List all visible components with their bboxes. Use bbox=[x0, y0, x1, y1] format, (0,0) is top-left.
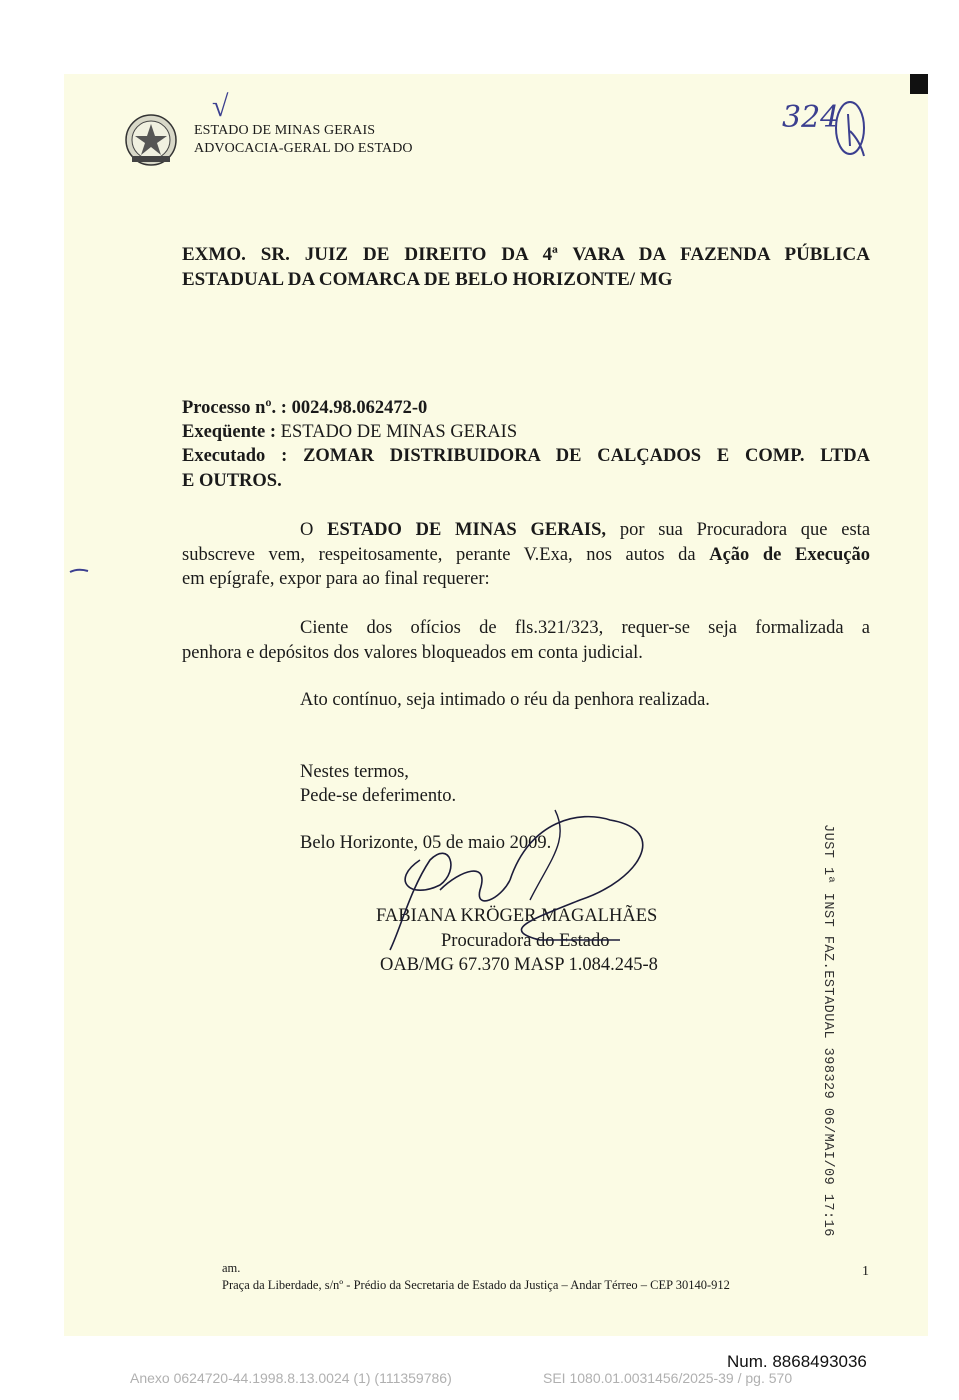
handwritten-check: √ bbox=[212, 90, 229, 123]
p1-state-name: ESTADO DE MINAS GERAIS, bbox=[327, 520, 607, 540]
anexo-reference: Anexo 0624720-44.1998.8.13.0024 (1) (111359786) bbox=[130, 1370, 452, 1386]
executado-value: ZOMAR DISTRIBUIDORA DE CALÇADOS E COMP. LTDA bbox=[303, 446, 870, 466]
place-date: Belo Horizonte, 05 de maio 2009. bbox=[300, 833, 552, 853]
footer-initials: am. bbox=[222, 1261, 241, 1275]
document-number: Num. 8868493036 bbox=[727, 1352, 867, 1371]
p1-line2-text: subscreve vem, respeitosamente, perante V.Exa, nos autos da bbox=[182, 545, 696, 565]
exequente-value: ESTADO DE MINAS GERAIS bbox=[280, 422, 518, 442]
processo-line bbox=[182, 398, 427, 419]
executado-line bbox=[182, 446, 870, 467]
addressee-line2: ESTADUAL DA COMARCA DE BELO HORIZONTE/ MG bbox=[182, 269, 673, 290]
addressee-line1: EXMO. SR. JUIZ DE DIREITO DA 4ª VARA DA FAZENDA PÚBLICA bbox=[182, 244, 870, 265]
header-state: ESTADO DE MINAS GERAIS bbox=[194, 123, 376, 138]
footer-address: Praça da Liberdade, s/nº - Prédio da Secretaria de Estado da Justiça – Andar Térreo – CEP 30140-912 bbox=[222, 1278, 730, 1292]
paragraph2-line1: Ciente dos ofícios de fls.321/323, requer-se seja formalizada a bbox=[300, 618, 870, 638]
closing-line2: Pede-se deferimento. bbox=[300, 786, 457, 806]
paragraph1-line1 bbox=[300, 520, 870, 541]
margin-mark-icon bbox=[68, 566, 90, 576]
handwritten-signature-icon bbox=[380, 800, 680, 960]
scan-corner-mark bbox=[910, 74, 928, 94]
p1-prefix: O bbox=[300, 520, 314, 540]
closing-line1: Nestes termos, bbox=[300, 762, 409, 782]
signer-ids: OAB/MG 67.370 MASP 1.084.245-8 bbox=[380, 955, 658, 975]
protocol-stamp: JUST 1ª INST FAZ.ESTADUAL 398329 06/MAI/09 17:16 bbox=[820, 824, 835, 1237]
processo-label: Processo nº. bbox=[182, 398, 277, 418]
state-emblem-icon bbox=[120, 112, 182, 168]
p1-suffix: por sua Procuradora que esta bbox=[619, 520, 871, 540]
p1-action-name: Ação de Execução bbox=[709, 545, 870, 565]
signer-name: FABIANA KRÖGER MAGALHÃES bbox=[376, 906, 658, 926]
paragraph1-line2 bbox=[182, 545, 870, 566]
paragraph2-line2: penhora e depósitos dos valores bloqueados em conta judicial. bbox=[182, 643, 643, 663]
handwritten-initial-icon bbox=[830, 96, 870, 166]
sei-reference: SEI 1080.01.0031456/2025-39 / pg. 570 bbox=[543, 1370, 793, 1386]
header-agency: ADVOCACIA-GERAL DO ESTADO bbox=[194, 141, 413, 156]
handwritten-folio: 324 bbox=[782, 100, 840, 135]
processo-value: : 0024.98.062472-0 bbox=[280, 398, 428, 418]
signer-title: Procuradora do Estado bbox=[441, 931, 610, 951]
exequente-label: Exeqüente : bbox=[182, 422, 277, 442]
paragraph3: Ato contínuo, seja intimado o réu da penhora realizada. bbox=[300, 690, 710, 710]
executado-continuation: E OUTROS. bbox=[182, 471, 282, 491]
page-number: 1 bbox=[862, 1264, 869, 1279]
exequente-line bbox=[182, 422, 517, 443]
executado-label: Executado : bbox=[182, 446, 288, 466]
paragraph1-line3: em epígrafe, expor para ao final requerer: bbox=[182, 569, 490, 589]
